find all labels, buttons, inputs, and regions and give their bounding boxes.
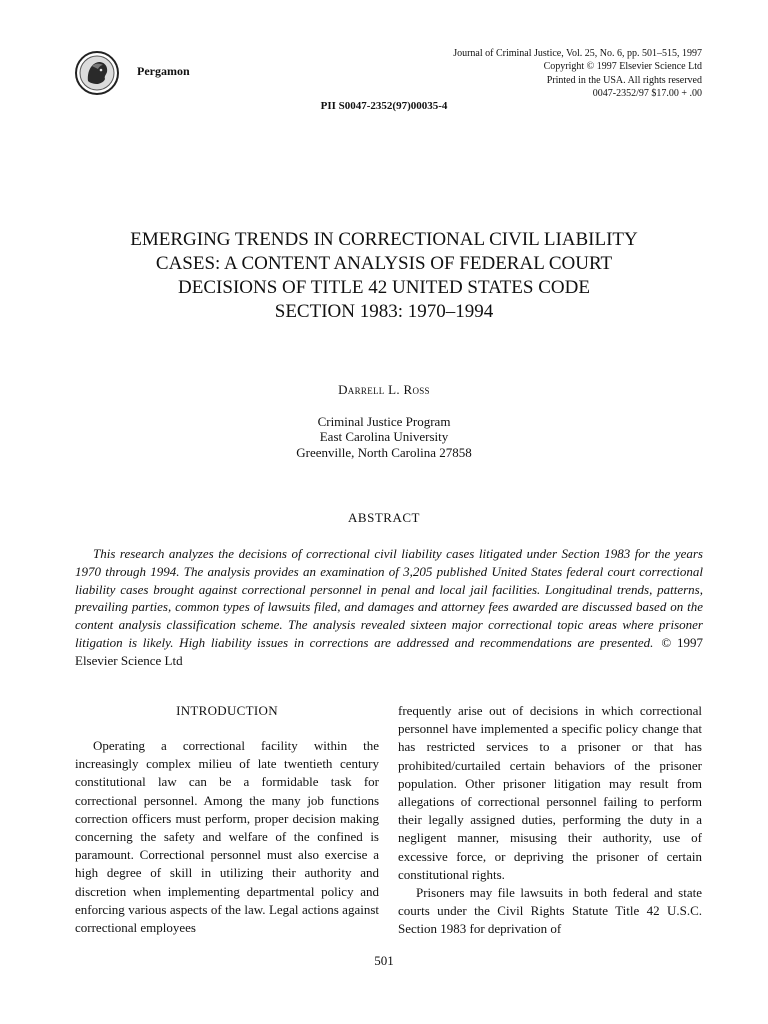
title-line: EMERGING TRENDS IN CORRECTIONAL CIVIL LIABILITY bbox=[130, 229, 638, 250]
title-line: CASES: A CONTENT ANALYSIS OF FEDERAL COURT bbox=[155, 253, 613, 274]
affiliation-line: Criminal Justice Program bbox=[317, 414, 451, 429]
introduction-heading: INTRODUCTION bbox=[176, 703, 278, 718]
title-line: DECISIONS OF TITLE 42 UNITED STATES CODE bbox=[178, 277, 590, 298]
pergamon-logo bbox=[74, 50, 120, 96]
abstract-body: This research analyzes the decisions of correctional civil liability cases litigated under Section 1983 for the years 1970 through 1994. The analysis provides an examination of 3,205 published United States federal court correctional liability cases brought against correctional personnel in penal and local jail facilities. Longitudinal trends, patterns, prevailing parties, common types of lawsuits filed, and damages and attorney fees awarded are discussed based on the content analysis classification scheme. The analysis revealed sixteen major correctional topic areas where prisoner litigation is likely. High liability issues in corrections are addressed and recommendations are presented. bbox=[75, 546, 703, 650]
abstract-copyright: © 1997 Elsevier Science Ltd bbox=[75, 634, 703, 668]
publisher-name: Pergamon bbox=[137, 64, 190, 78]
body-paragraph: Operating a correctional facility within the increasingly complex milieu of late twentieth century constitutional law can be a formidable task for correctional personnel. Among the many job functions correction officers must perform, proper decision making concerning the safety and welfare of the confined is paramount. Correctional personnel must also exercise a high degree of skill in utilizing their authority and discretion when implementing departmental policy and enforcing various aspects of the law. Legal actions against correctional employees bbox=[75, 738, 379, 936]
article-title bbox=[60, 228, 708, 324]
affiliation-line: East Carolina University bbox=[319, 429, 449, 445]
journal-citation: Journal of Criminal Justice, Vol. 25, No. 6, pp. 501–515, 1997 bbox=[453, 48, 702, 59]
left-column bbox=[75, 702, 379, 937]
copyright-line: Copyright © 1997 Elsevier Science Ltd bbox=[543, 61, 702, 73]
title-line: SECTION 1983: 1970–1994 bbox=[274, 301, 494, 322]
abstract-text bbox=[75, 545, 703, 670]
printed-line: Printed in the USA. All rights reserved bbox=[546, 74, 702, 86]
right-column bbox=[398, 702, 702, 939]
page-number: 501 bbox=[374, 953, 394, 968]
abstract-heading: ABSTRACT bbox=[348, 510, 420, 525]
pii-identifier: PII S0047-2352(97)00035-4 bbox=[320, 100, 448, 112]
body-paragraph: Prisoners may file lawsuits in both federal and state courts under the Civil Rights Statute Title 42 U.S.C. Section 1983 for deprivation of bbox=[398, 885, 702, 937]
author-affiliation bbox=[0, 414, 768, 460]
body-paragraph: frequently arise out of decisions in which correctional personnel have implemented a specific policy change that has restricted services to a prisoner or that has prohibited/curtailed certain behaviors of the prisoner population. Other prisoner litigation may result from allegations of correctional personnel failing to perform their legally assigned duties, performing the duty in a negligent manner, misusing their authority, use of excessive force, or depriving the prisoner of certain constitutional rights. bbox=[398, 703, 702, 882]
author-name: Darrell L. Ross bbox=[338, 382, 430, 397]
price-line: 0047-2352/97 $17.00 + .00 bbox=[592, 87, 702, 99]
journal-info bbox=[453, 47, 702, 100]
affiliation-line: Greenville, North Carolina 27858 bbox=[296, 444, 472, 460]
